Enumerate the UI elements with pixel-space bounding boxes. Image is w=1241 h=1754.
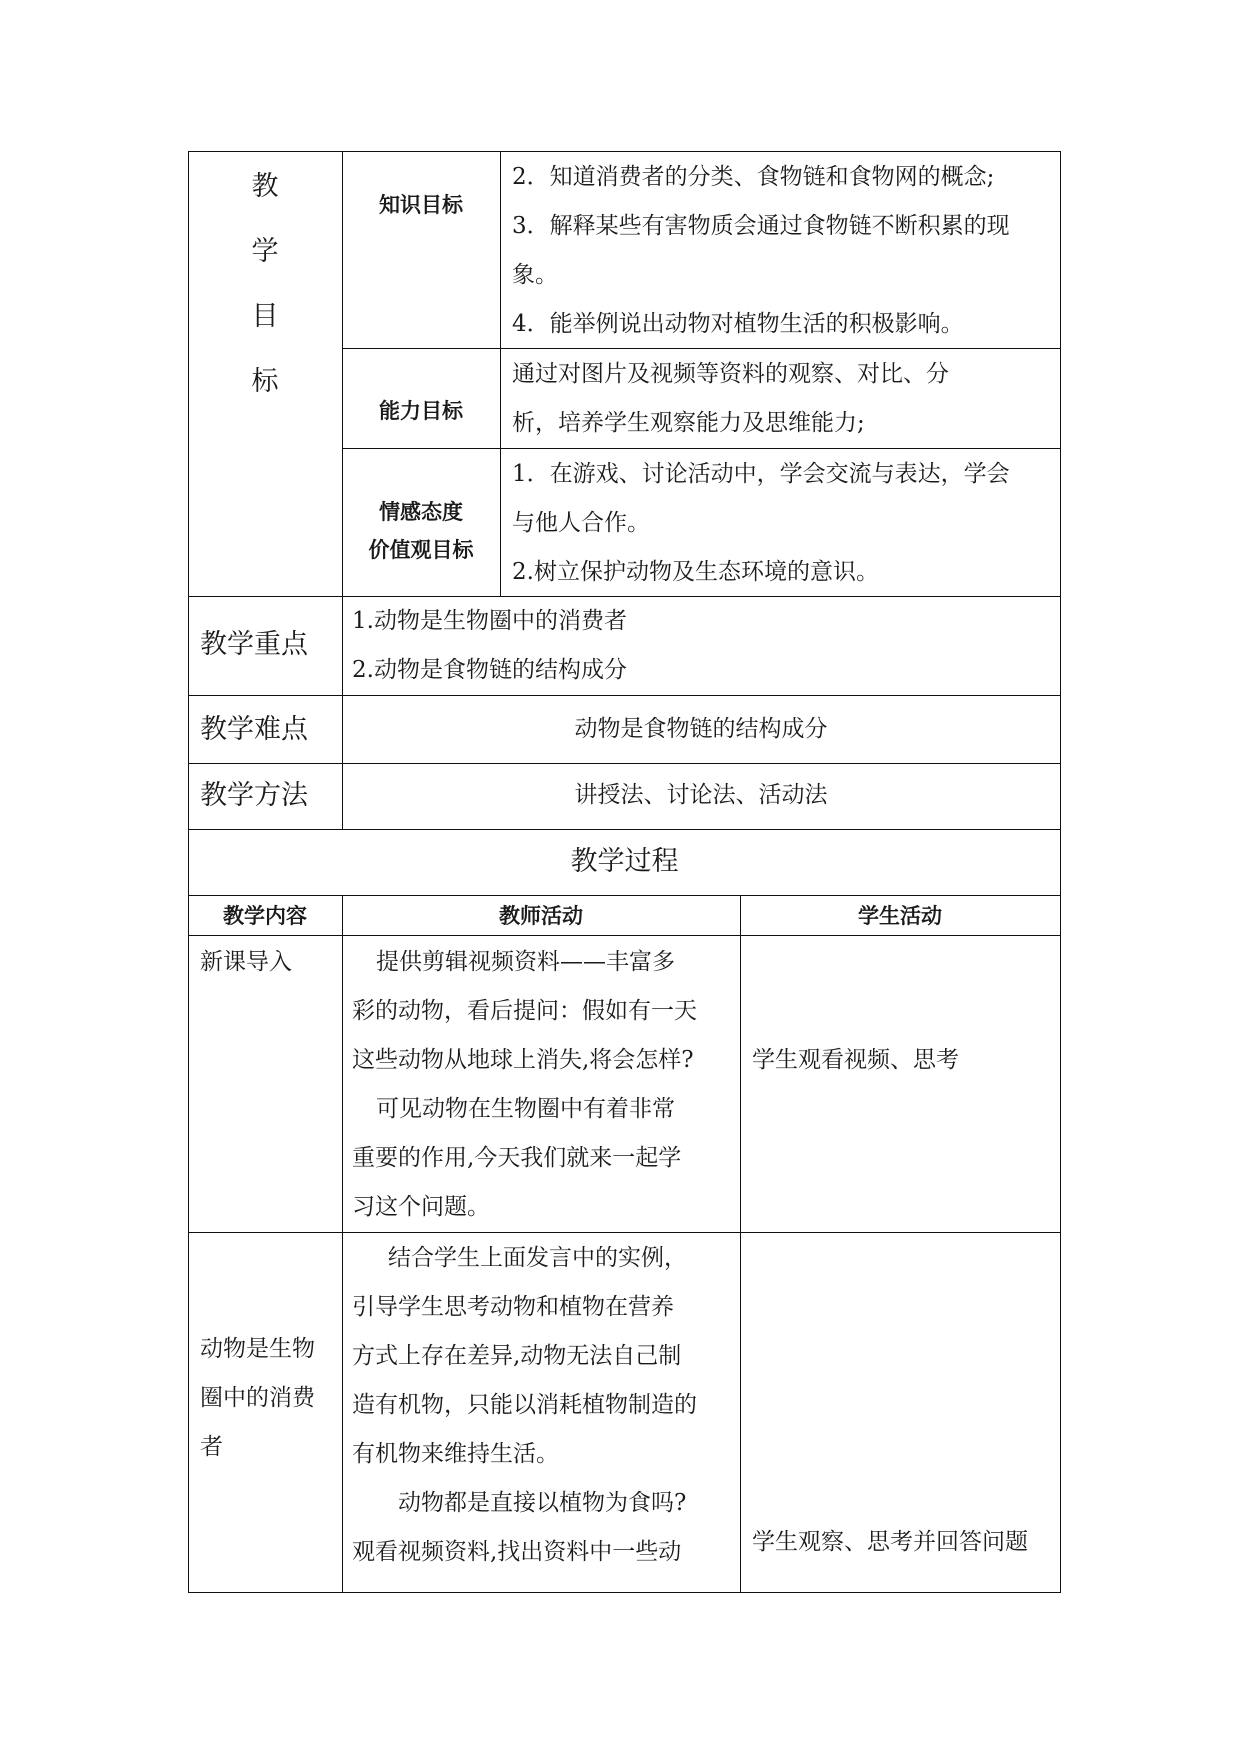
rule xyxy=(188,763,1061,764)
side-label-char: 目 xyxy=(251,301,279,332)
side-label-char: 教 xyxy=(251,171,279,202)
rule xyxy=(740,895,741,1593)
difficulty-text: 动物是食物链的结构成分 xyxy=(574,716,828,742)
text-line: 4．能举例说出动物对植物生活的积极影响。 xyxy=(512,311,964,337)
process-title: 教学过程 xyxy=(570,846,679,877)
difficulty-label: 教学难点 xyxy=(200,714,308,745)
row-teacher-activity xyxy=(352,1234,737,1577)
text-line: 可见动物在生物圈中有着非常 xyxy=(376,1096,675,1122)
knowledge-objective-label: 知识目标 xyxy=(379,192,463,217)
text-line: 析，培养学生观察能力及思维能力; xyxy=(512,410,865,436)
side-label-char: 标 xyxy=(251,366,279,397)
text-line: 者 xyxy=(200,1434,223,1460)
ability-objective-label: 能力目标 xyxy=(379,398,463,423)
rule xyxy=(342,448,1061,449)
header-content: 教学内容 xyxy=(223,903,307,928)
text-line: 提供剪辑视频资料——丰富多 xyxy=(376,949,675,975)
text-line: 方式上存在差异,动物无法自己制 xyxy=(352,1343,682,1369)
emotion-objective-text xyxy=(512,450,1060,597)
text-line: 与他人合作。 xyxy=(512,510,650,536)
rule xyxy=(188,695,1061,696)
focus-label: 教学重点 xyxy=(200,629,308,660)
method-label: 教学方法 xyxy=(200,780,308,811)
rule xyxy=(188,1232,1061,1233)
text-line: 新课导入 xyxy=(200,949,292,975)
row-content xyxy=(200,1325,340,1472)
text-line: 习这个问题。 xyxy=(352,1194,490,1220)
label-line: 情感态度 xyxy=(379,499,463,524)
rule xyxy=(342,895,343,1593)
rule xyxy=(500,151,501,597)
header-student: 学生活动 xyxy=(858,903,942,928)
method-text: 讲授法、讨论法、活动法 xyxy=(574,782,828,808)
text-line: 通过对图片及视频等资料的观察、对比、分 xyxy=(512,361,949,387)
ability-objective-text xyxy=(512,350,1060,448)
text-line: 观看视频资料,找出资料中一些动 xyxy=(352,1539,682,1565)
row-teacher-activity xyxy=(352,938,737,1232)
emotion-objective-label xyxy=(342,493,500,569)
rule xyxy=(188,935,1061,936)
text-line: 动物都是直接以植物为食吗? xyxy=(398,1490,687,1516)
text-line: 彩的动物，看后提问：假如有一天 xyxy=(352,998,697,1024)
text-line: 象。 xyxy=(512,262,558,288)
knowledge-objective-text xyxy=(512,153,1060,349)
text-line: 结合学生上面发言中的实例， xyxy=(388,1245,687,1271)
text-line: 重要的作用,今天我们就来一起学 xyxy=(352,1145,682,1171)
text-line: 1.动物是生物圈中的消费者 xyxy=(352,608,627,634)
row-content xyxy=(200,938,340,987)
header-teacher: 教师活动 xyxy=(499,903,583,928)
text-line: 引导学生思考动物和植物在营养 xyxy=(352,1294,674,1320)
text-line: 3．解释某些有害物质会通过食物链不断积累的现 xyxy=(512,213,1010,239)
rule xyxy=(188,1592,1061,1593)
label-line: 价值观目标 xyxy=(368,537,474,562)
row-student-activity: 学生观看视频、思考 xyxy=(752,1047,959,1073)
text-line: 动物是生物 xyxy=(200,1336,315,1362)
text-line: 这些动物从地球上消失,将会怎样? xyxy=(352,1047,694,1073)
text-line: 1．在游戏、讨论活动中，学会交流与表达，学会 xyxy=(512,461,1010,487)
text-line: 有机物来维持生活。 xyxy=(352,1441,559,1467)
text-line: 2.动物是食物链的结构成分 xyxy=(352,657,627,683)
focus-text xyxy=(352,597,1052,695)
row-student-activity: 学生观察、思考并回答问题 xyxy=(752,1529,1028,1555)
objectives-side-label xyxy=(188,152,342,414)
rule xyxy=(188,829,1061,830)
text-line: 2．知道消费者的分类、食物链和食物网的概念; xyxy=(512,164,995,190)
text-line: 圈中的消费 xyxy=(200,1385,315,1411)
text-line: 造有机物，只能以消耗植物制造的 xyxy=(352,1392,697,1418)
side-label-char: 学 xyxy=(251,236,279,267)
text-line: 2.树立保护动物及生态环境的意识。 xyxy=(512,559,879,585)
